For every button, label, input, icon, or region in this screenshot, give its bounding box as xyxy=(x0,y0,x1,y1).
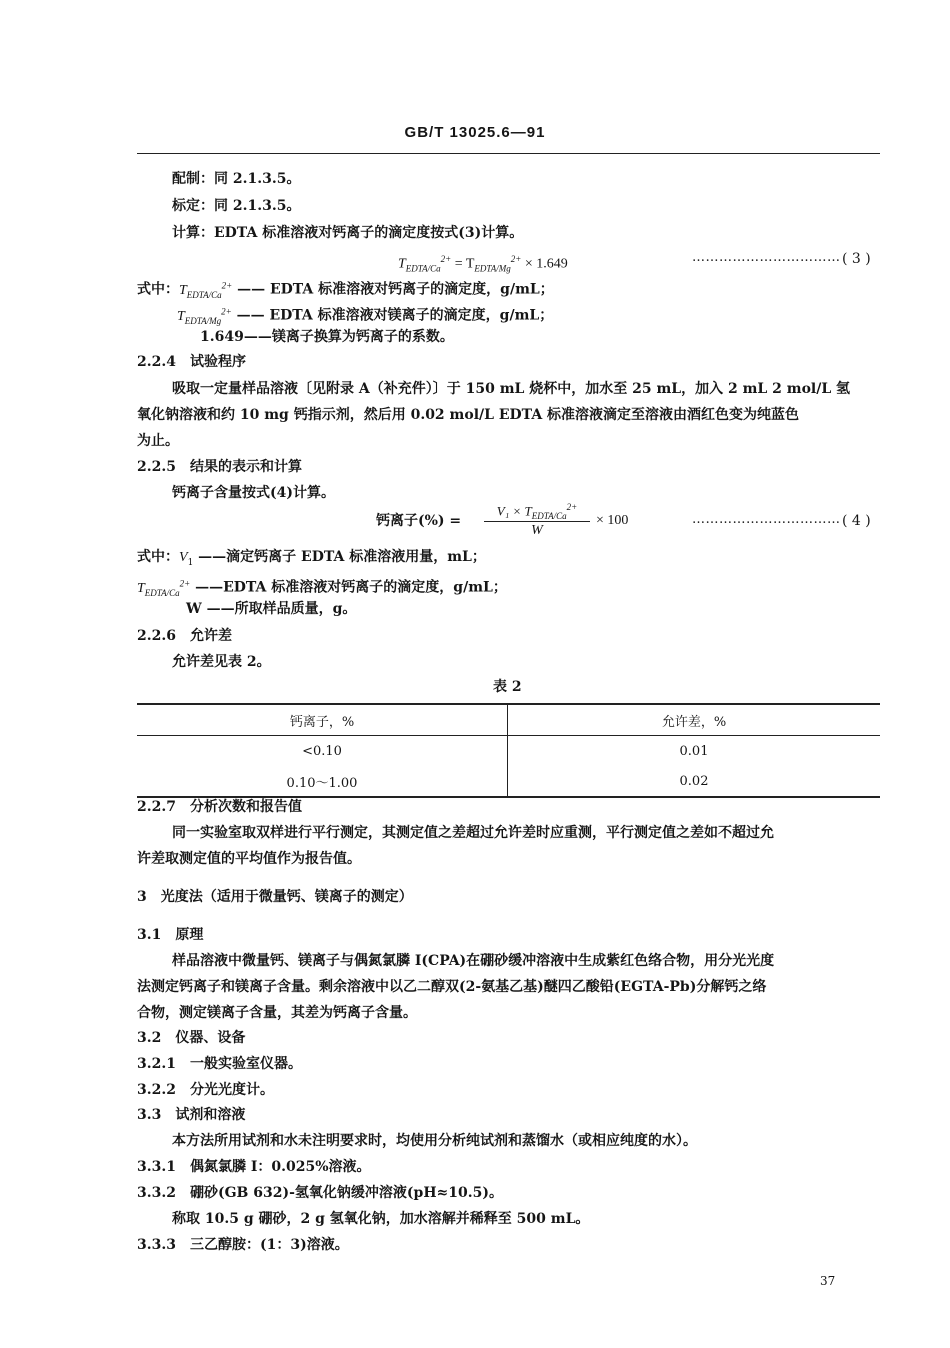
table-cell: 0.02 xyxy=(679,773,709,789)
para-3-3-2: 称取 10.5 g 硼砂，2 g 氢氧化钠，加水溶解并稀释至 500 mL。 xyxy=(172,1211,590,1227)
section-3-1: 3.1 原理 xyxy=(137,927,204,943)
para-2-2-4-line2: 氧化钠溶液和约 10 mg 钙指示剂，然后用 0.02 mol/L EDTA 标准溶液滴定至溶液由酒红色变为纯蓝色 xyxy=(137,407,800,423)
where-mg-line: $T_{EDTA/Mg}^{2+}$ —— EDTA 标准溶液对镁离子的滴定度，g/mL； xyxy=(177,306,554,326)
table-header-cell: 钙离子，% xyxy=(137,704,508,736)
page-number: 37 xyxy=(820,1274,836,1288)
section-3-3-2: 3.3.2 硼砂(GB 632)-氢氧化钠缓冲溶液(pH≈10.5)。 xyxy=(137,1185,504,1201)
where-t-line: $T_{EDTA/Ca}^{2+}$ ——EDTA 标准溶液对钙离子的滴定度，g/mL； xyxy=(137,578,507,598)
section-3: 3 光度法（适用于微量钙、镁离子的测定） xyxy=(137,889,413,905)
where-coef-line: 1.649——镁离子换算为钙离子的系数。 xyxy=(200,329,454,345)
para-2-2-4-line1: 吸取一定量样品溶液〔见附录 A（补充件）〕于 150 mL 烧杯中，加水至 25 mL，加入 2 mL 2 mol/L 氢 xyxy=(172,381,851,397)
section-3-2: 3.2 仪器、设备 xyxy=(137,1030,246,1046)
section-2-2-5: 2.2.5 结果的表示和计算 xyxy=(137,459,302,475)
eq3-number: ( 3 ) xyxy=(842,251,871,267)
para-3-1-line2: 法测定钙离子和镁离子含量。剩余溶液中以乙二醇双(2-氨基乙基)醚四乙酸铅(EGTA-Pb)分解钙之络 xyxy=(137,979,767,995)
table-2-caption: 表 2 xyxy=(493,679,522,695)
para-2-2-7-line2: 许差取测定值的平均值作为报告值。 xyxy=(137,851,361,867)
table-row xyxy=(137,766,880,797)
eq3-leader-dots: …………………………… xyxy=(692,250,841,265)
para-2-2-4-line3: 为止。 xyxy=(137,433,179,449)
eq4-times: × 100 xyxy=(596,513,629,528)
table-cell: 0.01 xyxy=(679,743,709,759)
para-3-3: 本方法所用试剂和水未注明要求时，均使用分析纯试剂和蒸馏水（或相应纯度的水）。 xyxy=(172,1133,697,1149)
table-header-row xyxy=(137,704,880,736)
eq4-number: ( 4 ) xyxy=(842,513,871,529)
calib-line: 标定：同 2.1.3.5。 xyxy=(172,198,301,214)
section-2-2-7: 2.2.7 分析次数和报告值 xyxy=(137,799,302,815)
calc-line: 计算：EDTA 标准溶液对钙离子的滴定度按式(3)计算。 xyxy=(172,225,524,241)
table-cell: <0.10 xyxy=(137,736,508,767)
para-2-2-7-line1: 同一实验室取双样进行平行测定，其测定值之差超过允许差时应重测，平行测定值之差如不超过允 xyxy=(172,825,774,841)
header-rule xyxy=(137,153,880,154)
table-row xyxy=(137,736,880,767)
where-label-1: 式中：$T_{EDTA/Ca}^{2+}$ —— EDTA 标准溶液对钙离子的滴定度，g/mL； xyxy=(137,280,554,300)
section-3-2-2: 3.2.2 分光光度计。 xyxy=(137,1082,274,1098)
eq4-numerator: $V_1 \times T_{EDTA/Ca}^{2+}$ xyxy=(484,502,590,522)
table-2 xyxy=(137,703,880,798)
para-2-2-5: 钙离子含量按式(4)计算。 xyxy=(172,485,335,501)
section-3-3-1: 3.3.1 偶氮氯膦 I：0.025%溶液。 xyxy=(137,1159,371,1175)
table-header-cell: 允许差，% xyxy=(508,704,881,736)
section-2-2-6: 2.2.6 允许差 xyxy=(137,628,232,644)
table-cell: 0.10～1.00 xyxy=(137,766,508,797)
para-3-1-line1: 样品溶液中微量钙、镁离子与偶氮氯膦 I(CPA)在硼砂缓冲溶液中生成紫红色络合物，用分光光度 xyxy=(172,953,775,969)
section-3-2-1: 3.2.1 一般实验室仪器。 xyxy=(137,1056,302,1072)
section-3-3: 3.3 试剂和溶液 xyxy=(137,1107,246,1123)
equation-3: $T_{EDTA/Ca}^{2+} = T_{EDTA/Mg}^{2+} \times 1.649$ xyxy=(398,254,568,274)
section-3-3-3: 3.3.3 三乙醇胺：(1：3)溶液。 xyxy=(137,1237,349,1253)
para-2-2-6: 允许差见表 2。 xyxy=(172,654,271,670)
eq4-denominator: W xyxy=(531,523,543,538)
eq4-leader-dots: …………………………… xyxy=(692,512,841,527)
standard-header: GB/T 13025.6—91 xyxy=(404,124,546,141)
where-label-2: 式中：$V_1$ ——滴定钙离子 EDTA 标准溶液用量，mL； xyxy=(137,549,486,568)
section-2-2-4: 2.2.4 试验程序 xyxy=(137,354,246,370)
eq4-lhs: 钙离子(%) = xyxy=(376,513,462,529)
prep-line: 配制：同 2.1.3.5。 xyxy=(172,171,301,187)
where-w-line: W ——所取样品质量，g。 xyxy=(186,601,357,617)
para-3-1-line3: 合物，测定镁离子含量，其差为钙离子含量。 xyxy=(137,1005,417,1021)
